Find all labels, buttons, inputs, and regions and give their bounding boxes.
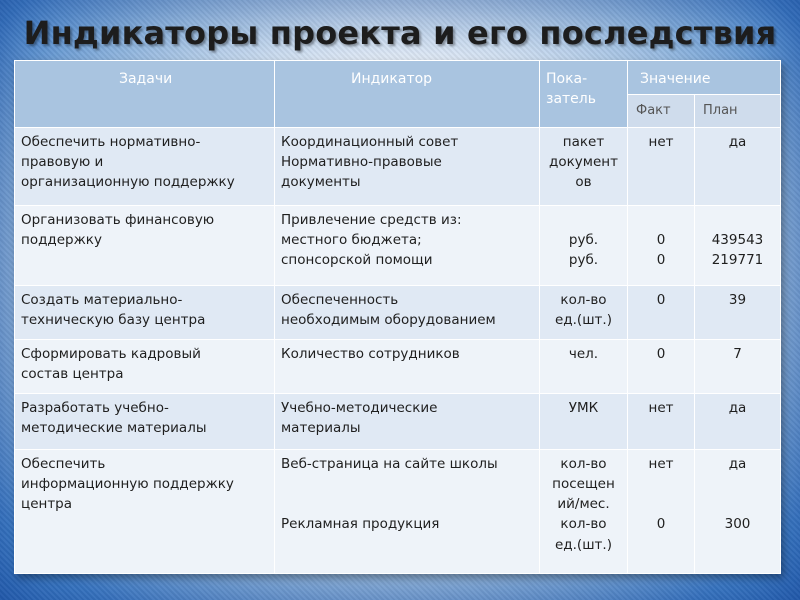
indicator-cell: Учебно-методические материалы [281, 399, 438, 436]
indicator-cell: Привлечение средств из: местного бюджета; спонсорской помощи [281, 211, 462, 268]
plan-cell: да [728, 399, 747, 416]
unit-cell: пакет документ ов [549, 133, 618, 190]
header-pokazatel: Пока- затель [540, 61, 628, 128]
table-row [15, 285, 781, 339]
task-cell: Сформировать кадровый состав центра [21, 345, 201, 382]
plan-cell: 7 [733, 345, 742, 362]
indicator-cell: Обеспеченность необходимым оборудованием [281, 291, 496, 328]
slide-title: Индикаторы проекта и его последствия [23, 14, 777, 52]
unit-cell: руб. руб. [568, 231, 599, 268]
indicator-cell: Координационный совет Нормативно-правовые документы [281, 133, 459, 190]
indicators-table [14, 60, 781, 574]
unit-cell: кол-во посещен ий/мес. кол-во ед.(шт.) [552, 455, 615, 553]
unit-cell: кол-во ед.(шт.) [555, 291, 612, 328]
plan-cell: да [728, 133, 747, 150]
table-row [15, 393, 781, 449]
header-indicator: Индикатор [275, 61, 540, 128]
table-row [15, 449, 781, 573]
plan-cell: 439543 219771 [711, 231, 764, 268]
fact-cell: 0 [656, 345, 666, 362]
task-cell: Создать материально- техническую базу центра [21, 291, 206, 328]
fact-cell: нет 0 [648, 455, 674, 533]
plan-cell: да 300 [724, 455, 751, 533]
table-row [15, 127, 781, 205]
plan-cell: 39 [728, 291, 747, 308]
task-cell: Обеспечить нормативно- правовую и организационную поддержку [21, 133, 235, 190]
table-row [15, 205, 781, 285]
header-value: Значение [628, 61, 781, 95]
table-row [15, 339, 781, 393]
header-tasks: Задачи [15, 61, 275, 128]
indicator-cell: Веб-страница на сайте школы Рекламная продукция [281, 455, 498, 533]
fact-cell: 0 0 [656, 231, 666, 268]
header-plan: План [695, 95, 781, 128]
header-fact: Факт [628, 95, 695, 128]
task-cell: Организовать финансовую поддержку [21, 211, 215, 248]
fact-cell: 0 [656, 291, 666, 308]
task-cell: Разработать учебно- методические материалы [21, 399, 207, 436]
indicator-cell: Количество сотрудников [281, 345, 460, 362]
fact-cell: нет [648, 399, 674, 416]
task-cell: Обеспечить информационную поддержку центра [21, 455, 234, 512]
unit-cell: УМК [568, 399, 599, 416]
fact-cell: нет [648, 133, 674, 150]
unit-cell: чел. [568, 345, 599, 362]
